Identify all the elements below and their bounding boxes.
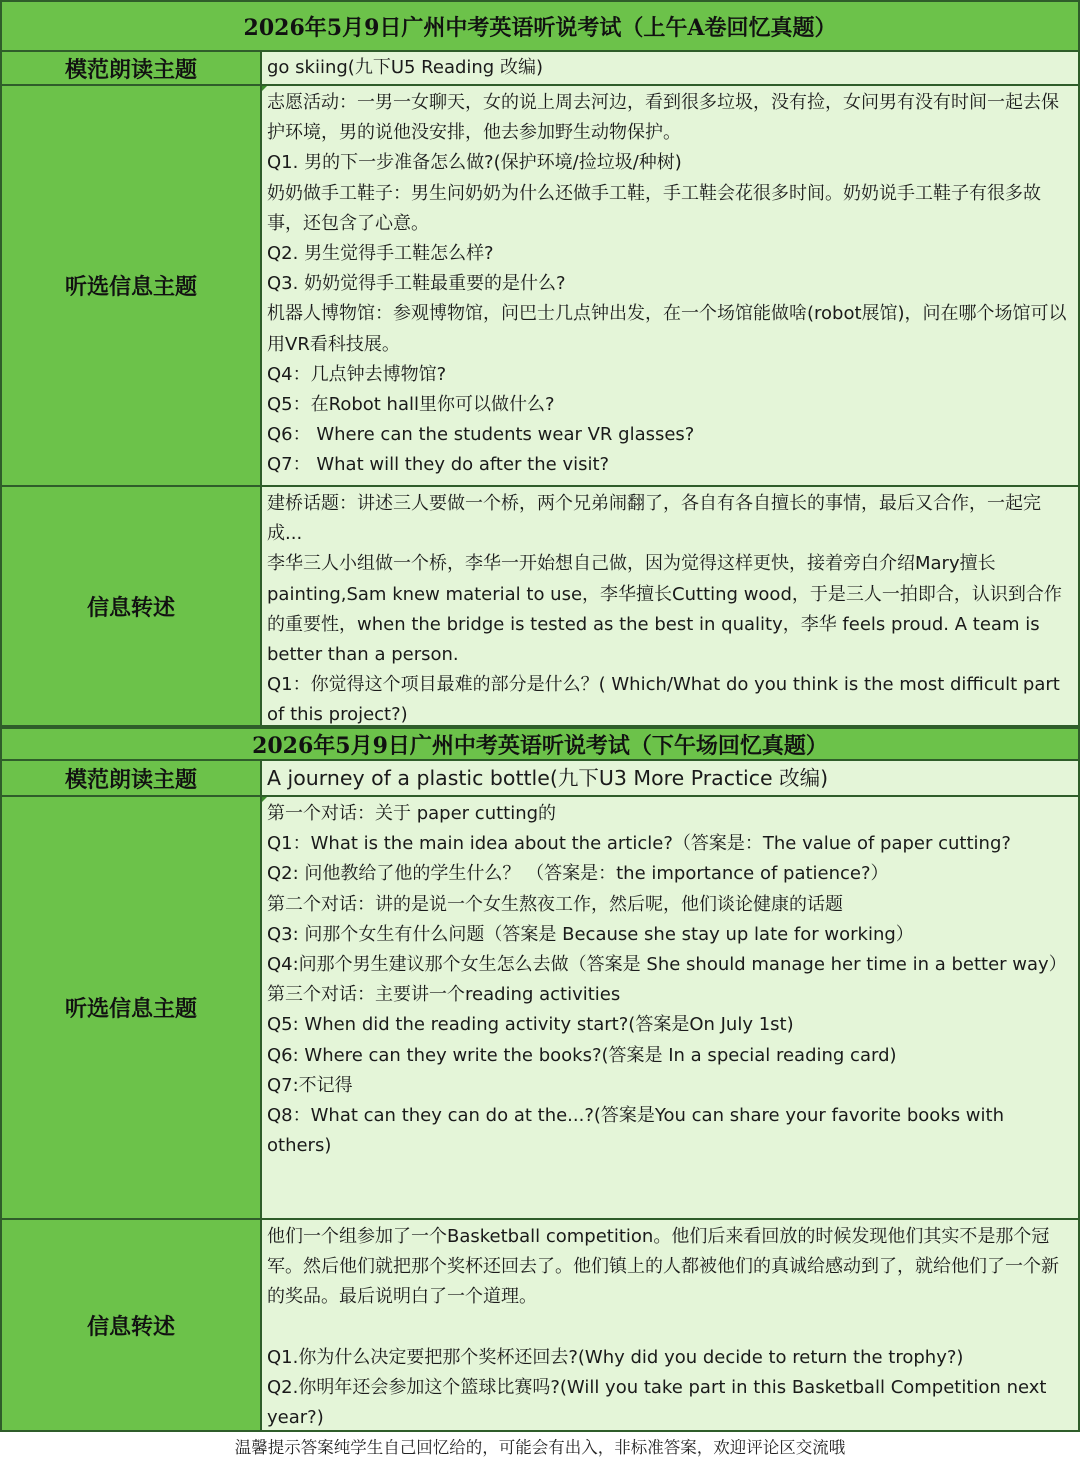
list-item: Q3: 问那个女生有什么问题（答案是 Because she stay up late for working） [267,923,914,945]
section-b-listening-label: 听选信息主题 [2,797,262,1218]
list-item: Q3. 奶奶觉得手工鞋最重要的是什么? [267,273,566,295]
cell-corner-marker [262,797,267,802]
list-item: Q4:问那个男生建议那个女生怎么去做（答案是 She should manage her time in a better way） [267,954,1067,976]
footer-note: 温馨提示答案纯学生自己回忆给的，可能会有出入，非标准答案，欢迎评论区交流哦 [0,1432,1080,1460]
list-item: Q1. 男的下一步准备怎么做?(保护环境/捡垃圾/种树) [267,152,682,174]
cell-corner-marker [262,86,267,91]
list-item: Q2: 问他教给了他的学生什么？ （答案是：the importance of patience?） [267,863,889,885]
list-item: Q7： What will they do after the visit? [267,454,610,476]
list-item: 奶奶做手工鞋子：男生问奶奶为什么还做手工鞋，手工鞋会花很多时间。奶奶说手工鞋子有很多故事，还包含了心意。 [267,182,1041,234]
section-a-listening-row [0,86,1080,487]
section-a-title: 2026年5月9日广州中考英语听说考试（上午A卷回忆真题） [0,0,1080,52]
list-item: 第一个对话：关于 paper cutting的 [267,803,557,824]
list-item: Q5：在Robot hall里你可以做什么? [267,394,555,416]
list-item: 志愿活动：一男一女聊天，女的说上周去河边，看到很多垃圾，没有捡，女问男有没有时间一起去保护环境，男的说他没安排，他去参加野生动物保护。 [267,92,1059,144]
list-item: 第二个对话：讲的是说一个女生熬夜工作，然后呢，他们谈论健康的话题 [267,893,843,915]
list-item: Q2.你明年还会参加这个篮球比赛吗?(Will you take part in this Basketball Competition next year?) [267,1376,1047,1429]
list-item: 第三个对话：主要讲一个reading activities [267,984,621,1006]
list-item: Q5: When did the reading activity start?(答案是On July 1st) [267,1014,794,1036]
list-item: Q8：What can they can do at the...?(答案是You can share your favorite books with others) [267,1105,1004,1157]
section-b-reading-content: A journey of a plastic bottle(九下U3 More Practice 改编) [262,761,1078,795]
section-b-retell-content [262,1220,1078,1430]
list-item: 他们一个组参加了一个Basketball competition。他们后来看回放的时候发现他们其实不是那个冠军。然后他们就把那个奖杯还回去了。他们镇上的人都被他们的真诚给感动到了，就给他们了一个新的奖品。最后说明白了一个道理。 [267,1226,1059,1308]
section-b-retell-label: 信息转述 [2,1220,262,1430]
section-b-retell-row [0,1220,1080,1432]
section-a-listening-label: 听选信息主题 [2,86,262,485]
list-item: 李华三人小组做一个桥，李华一开始想自己做，因为觉得这样更快，接着旁白介绍Mary擅长painting,Sam knew material to use，李华擅长Cutting wood，于是三人一拍即合，认识到合作的重要性，when the bridge is tested as the best in quality，李华 feels proud. A team is better than a person. [267,553,1062,666]
list-item: 建桥话题：讲述三人要做一个桥，两个兄弟闹翻了，各自有各自擅长的事情，最后又合作，一起完成... [267,493,1041,545]
section-a-retell-content [262,487,1078,725]
section-b-title: 2026年5月9日广州中考英语听说考试（下午场回忆真题） [0,727,1080,761]
section-a-retell-row [0,487,1080,727]
section-a-listening-content [262,86,1078,485]
section-a-reading-row [0,52,1080,86]
list-item: Q6: Where can they write the books?(答案是 In a special reading card) [267,1044,897,1066]
section-b-reading-row [0,761,1080,797]
section-b-reading-label: 模范朗读主题 [2,761,262,795]
list-item: Q7:不记得 [267,1074,353,1096]
list-item: Q4：几点钟去博物馆? [267,363,447,385]
blank-line [267,1313,1074,1343]
section-a-retell-label: 信息转述 [2,487,262,725]
list-item: Q1：你觉得这个项目最难的部分是什么？( Which/What do you think is the most difficult part of this project?) [267,674,1060,725]
list-item: Q1.你为什么决定要把那个奖杯还回去?(Why did you decide to return the trophy?) [267,1346,964,1368]
section-a-reading-label: 模范朗读主题 [2,52,262,84]
section-a-reading-content: go skiing(九下U5 Reading 改编) [262,52,1078,84]
list-item: 机器人博物馆：参观博物馆，问巴士几点钟出发，在一个场馆能做啥(robot展馆)，问在哪个场馆可以用VR看科技展。 [267,303,1067,355]
list-item: Q6： Where can the students wear VR glasses? [267,424,695,446]
section-b-listening-content [262,797,1078,1218]
list-item: Q2. 男生觉得手工鞋怎么样? [267,243,494,265]
list-item: Q1：What is the main idea about the article?（答案是：The value of paper cutting? [267,833,1011,855]
section-b-listening-row [0,797,1080,1220]
